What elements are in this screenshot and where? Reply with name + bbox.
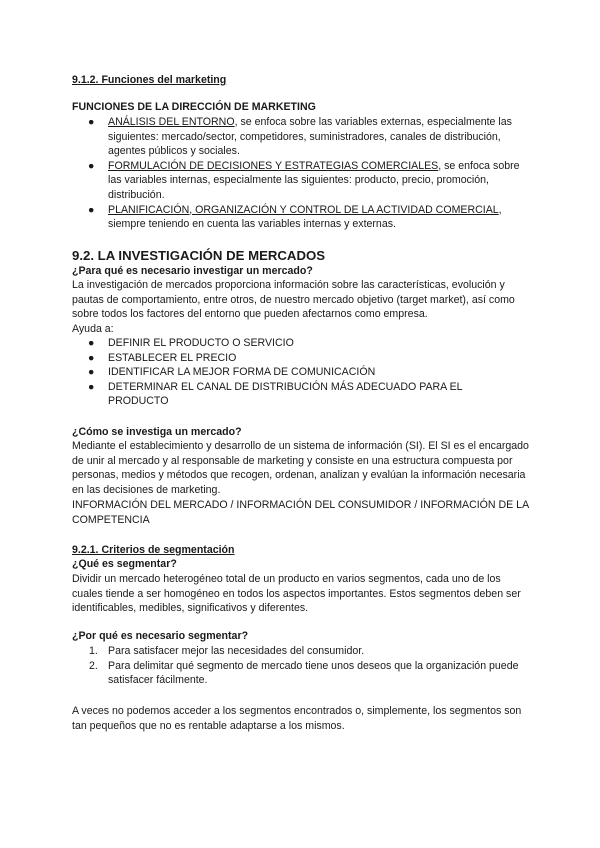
bullet-icon: ● — [88, 366, 95, 379]
list-item-head: ANÁLISIS DEL ENTORNO — [108, 116, 235, 128]
question-what-is-segmenting: ¿Qué es segmentar? — [72, 558, 177, 570]
list-item-text: DEFINIR EL PRODUCTO O SERVICIO — [108, 337, 294, 349]
section-heading-9-2-1: 9.2.1. Criterios de segmentación — [72, 544, 235, 556]
list-item — [72, 115, 532, 159]
list-item-text: ESTABLECER EL PRECIO — [108, 351, 237, 364]
list-item — [72, 659, 532, 688]
bullet-icon: ● — [88, 159, 95, 172]
list-number: 2. — [89, 659, 98, 672]
list-item — [72, 351, 532, 366]
reasons-list — [72, 644, 532, 688]
list-item-text: DETERMINAR EL CANAL DE DISTRIBUCIÓN MÁS ADECUADO PARA EL PRODUCTO — [108, 380, 463, 408]
list-item-head: FORMULACIÓN DE DECISIONES Y ESTRATEGIAS COMERCIALES — [108, 159, 439, 172]
paragraph-closing: A veces no podemos acceder a los segmentos encontrados o, simplemente, los segmentos son tan pequeños que no es rentable adaptarse a los mismos. — [72, 705, 522, 732]
list-item — [72, 644, 532, 659]
bullet-icon: ● — [88, 380, 95, 393]
list-item-text: , siempre teniendo en cuenta las variables internas y externas. — [108, 203, 502, 231]
list-item-text: , se enfoca sobre las variables externas, especialmente las siguientes: mercado/sector, competidores, suministradores, canales de distribución, agentes públicos y sociales. — [108, 116, 512, 158]
bullet-icon: ● — [88, 351, 95, 364]
question-how-investigate: ¿Cómo se investiga un mercado? — [72, 426, 242, 438]
list-item — [72, 159, 532, 203]
section-heading-9-2: 9.2. LA INVESTIGACIÓN DE MERCADOS — [72, 248, 326, 263]
list-item-text: Para satisfacer mejor las necesidades del consumidor. — [108, 645, 365, 657]
list-item — [72, 365, 532, 380]
question-why-segment: ¿Por qué es necesario segmentar? — [72, 630, 249, 642]
list-item — [72, 380, 532, 409]
helps-list — [72, 336, 532, 409]
paragraph-information-system: Mediante el establecimiento y desarrollo de un sistema de información (SI). El SI es el encargado de unir al mercado y al responsable de marketing y consiste en una estructura compuesta por personas, medios y métodos que recogen, ordenan, analizan y evalúan la información necesaria en las decisiones de marketing. — [72, 440, 529, 496]
list-item-text: IDENTIFICAR LA MEJOR FORMA DE COMUNICACIÓN — [108, 366, 376, 379]
list-item — [72, 203, 532, 232]
marketing-functions-list — [72, 115, 532, 232]
information-types: INFORMACIÓN DEL MERCADO / INFORMACIÓN DEL CONSUMIDOR / INFORMACIÓN DE LA COMPETENCIA — [72, 499, 529, 526]
question-why-investigate: ¿Para qué es necesario investigar un mercado? — [72, 265, 313, 277]
bullet-icon: ● — [88, 337, 95, 349]
bullet-icon: ● — [88, 116, 95, 128]
marketing-functions-subheading: FUNCIONES DE LA DIRECCIÓN DE MARKETING — [72, 101, 316, 113]
bullet-icon: ● — [88, 203, 95, 216]
paragraph-market-research: La investigación de mercados proporciona información sobre las características, evolución y pautas de comportamiento, entre otros, de nuestro mercado objetivo (target market), así como sobre todos los factores del entorno que pueden afectarnos como empresa. — [72, 279, 515, 321]
list-item — [72, 336, 532, 351]
list-number: 1. — [89, 645, 98, 657]
section-heading-9-1-2: 9.1.2. Funciones del marketing — [72, 74, 227, 86]
paragraph-segmenting: Dividir un mercado heterogéneo total de un producto en varios segmentos, cada uno de los cuales tiende a ser homogéneo en todos los aspectos importantes. Estos segmentos deben ser identificables, medibles, significativos y diferentes. — [72, 573, 521, 615]
list-item-head: PLANIFICACIÓN, ORGANIZACIÓN Y CONTROL DE LA ACTIVIDAD COMERCIAL — [108, 203, 499, 216]
list-item-text: Para delimitar qué segmento de mercado tiene unos deseos que la organización puede satisfacer fácilmente. — [108, 659, 519, 687]
helps-label: Ayuda a: — [72, 323, 114, 335]
list-item-text: , se enfoca sobre las variables internas, especialmente las siguientes: producto, precio, promoción, distribución. — [108, 159, 520, 201]
